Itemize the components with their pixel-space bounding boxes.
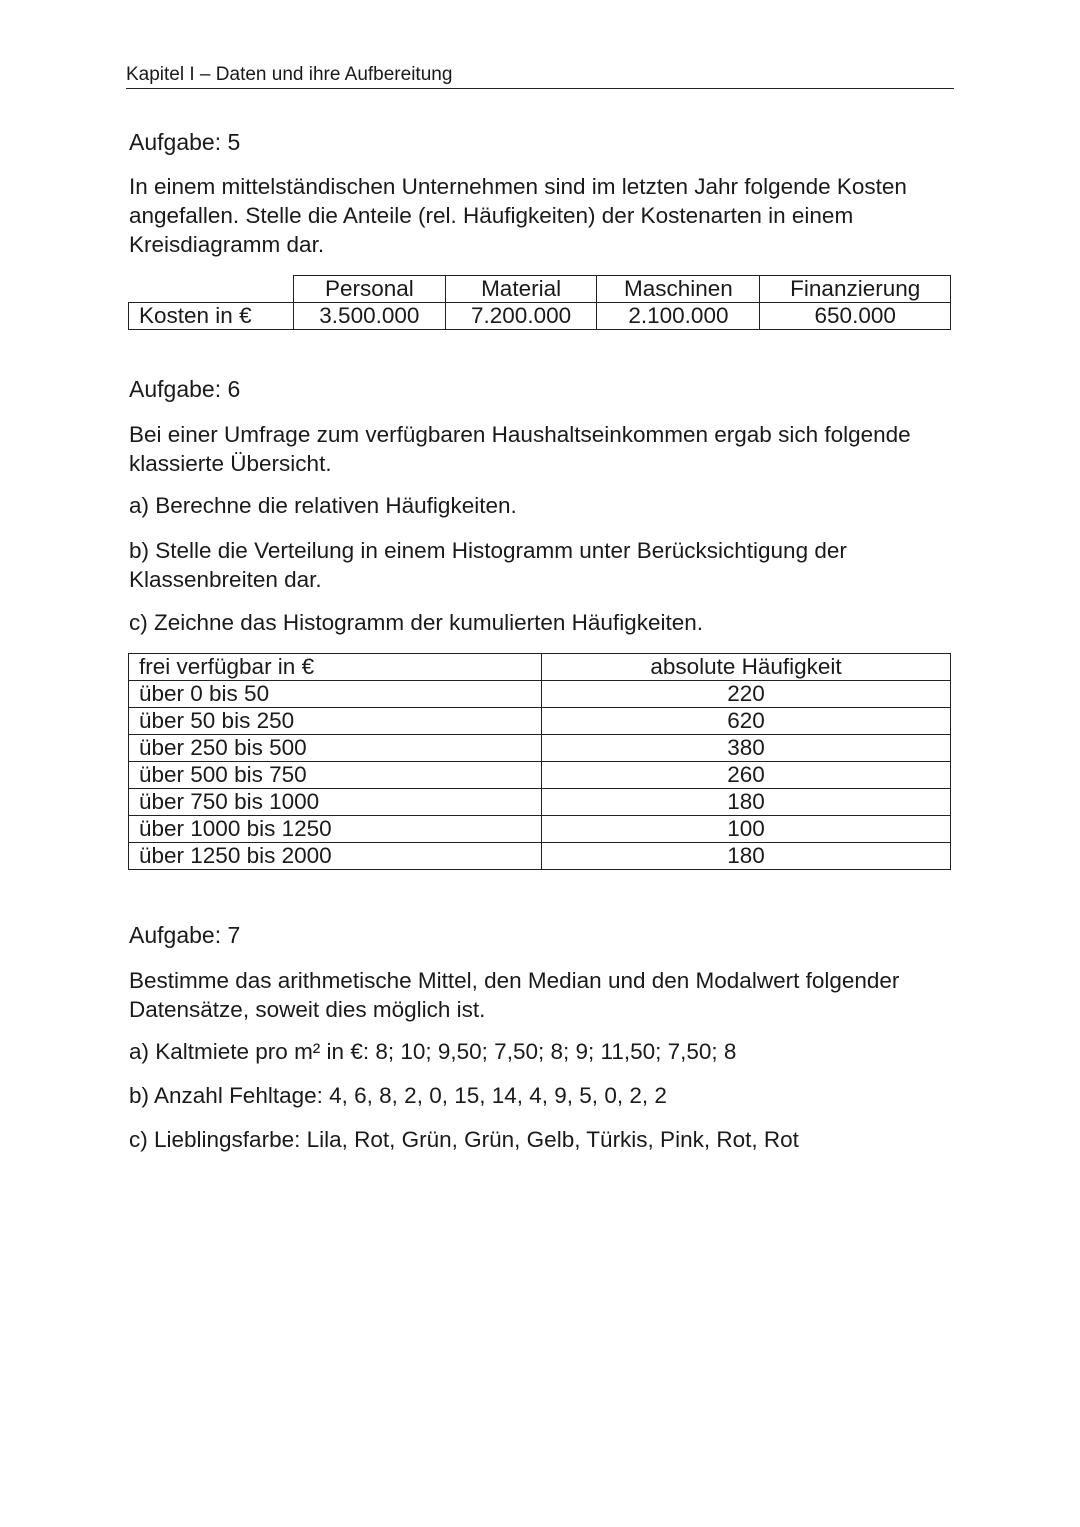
task-5-title: Aufgabe: 5: [129, 129, 241, 155]
cost-value-maschinen: 2.100.000: [597, 303, 760, 330]
income-frequency: 180: [542, 789, 951, 816]
income-frequency: 620: [542, 708, 951, 735]
income-frequency: 180: [542, 843, 951, 870]
task-6-part-a: a) Berechne die relativen Häufigkeiten.: [129, 493, 517, 518]
income-class: über 250 bis 500: [129, 735, 542, 762]
income-class: über 500 bis 750: [129, 762, 542, 789]
cost-table-value-row: [129, 303, 951, 330]
income-class: über 750 bis 1000: [129, 789, 542, 816]
income-header-frequency: absolute Häufigkeit: [542, 654, 951, 681]
cost-table-header-row: [129, 276, 951, 303]
task-5-text: In einem mittelständischen Unternehmen sind im letzten Jahr folgende Kosten angefallen. Stelle die Anteile (rel. Häufigkeiten) der Kostenarten in einem Kreisdiagramm dar.: [129, 174, 907, 257]
task-7-part-b: b) Anzahl Fehltage: 4, 6, 8, 2, 0, 15, 14, 4, 9, 5, 0, 2, 2: [129, 1083, 667, 1108]
cost-header-personal: Personal: [294, 276, 446, 303]
income-table: [128, 653, 951, 870]
cost-value-finanzierung: 650.000: [760, 303, 951, 330]
cost-header-material: Material: [445, 276, 597, 303]
income-frequency: 100: [542, 816, 951, 843]
table-row: [129, 843, 951, 870]
task-6-part-c: c) Zeichne das Histogramm der kumulierten Häufigkeiten.: [129, 610, 703, 635]
cost-row-label: Kosten in €: [129, 303, 294, 330]
table-row: [129, 735, 951, 762]
task-7-title: Aufgabe: 7: [129, 922, 241, 948]
income-class: über 50 bis 250: [129, 708, 542, 735]
task-6-title: Aufgabe: 6: [129, 376, 241, 402]
table-row: [129, 681, 951, 708]
cost-header-maschinen: Maschinen: [597, 276, 760, 303]
income-table-header-row: [129, 654, 951, 681]
income-frequency: 380: [542, 735, 951, 762]
table-row: [129, 762, 951, 789]
task-7-text: Bestimme das arithmetische Mittel, den Median und den Modalwert folgender Datensätze, soweit dies möglich ist.: [129, 968, 900, 1022]
cost-value-personal: 3.500.000: [294, 303, 446, 330]
chapter-header: Kapitel I – Daten und ihre Aufbereitung: [126, 64, 954, 89]
table-row: [129, 789, 951, 816]
task-6-part-b: b) Stelle die Verteilung in einem Histogramm unter Berücksichtigung der Klassenbreiten dar.: [129, 538, 847, 592]
table-row: [129, 816, 951, 843]
cost-table-corner: [129, 276, 294, 303]
income-class: über 1000 bis 1250: [129, 816, 542, 843]
income-class: über 0 bis 50: [129, 681, 542, 708]
income-class: über 1250 bis 2000: [129, 843, 542, 870]
table-row: [129, 708, 951, 735]
cost-table: [128, 275, 951, 330]
cost-value-material: 7.200.000: [445, 303, 597, 330]
task-7-part-a: a) Kaltmiete pro m² in €: 8; 10; 9,50; 7,50; 8; 9; 11,50; 7,50; 8: [129, 1039, 737, 1064]
task-7-part-c: c) Lieblingsfarbe: Lila, Rot, Grün, Grün, Gelb, Türkis, Pink, Rot, Rot: [129, 1127, 799, 1152]
cost-header-finanzierung: Finanzierung: [760, 276, 951, 303]
income-header-class: frei verfügbar in €: [129, 654, 542, 681]
task-6-text: Bei einer Umfrage zum verfügbaren Haushaltseinkommen ergab sich folgende klassierte Übersicht.: [129, 422, 911, 476]
income-frequency: 260: [542, 762, 951, 789]
income-frequency: 220: [542, 681, 951, 708]
